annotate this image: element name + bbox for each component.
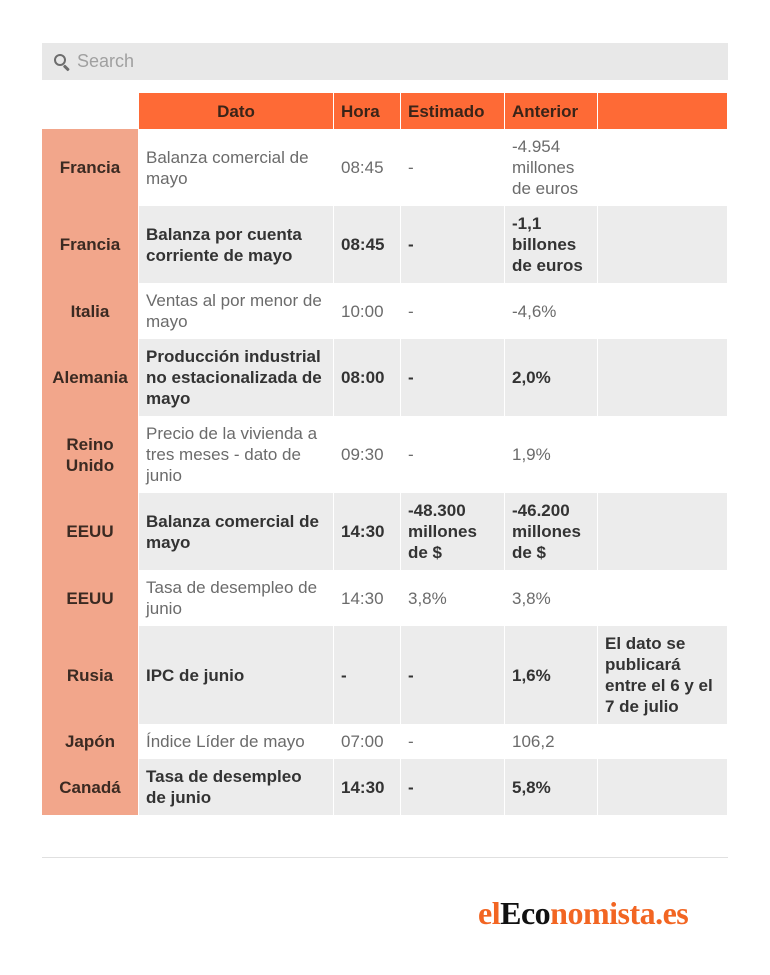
anterior-cell: -4,6% (504, 283, 597, 339)
hora-cell: 08:45 (333, 129, 400, 206)
table-row (42, 339, 727, 416)
country-cell: Canadá (42, 759, 138, 815)
hora-cell: 14:30 (333, 493, 400, 570)
anterior-cell: 1,9% (504, 416, 597, 493)
anterior-cell: 3,8% (504, 570, 597, 626)
table-row (42, 724, 727, 759)
hora-cell: 10:00 (333, 283, 400, 339)
estimado-cell: - (400, 129, 504, 206)
dato-cell: Balanza por cuenta corriente de mayo (138, 206, 333, 283)
hora-cell: 09:30 (333, 416, 400, 493)
dato-cell: Balanza comercial de mayo (138, 493, 333, 570)
estimado-cell: - (400, 339, 504, 416)
table-row (42, 626, 727, 724)
hora-cell: 14:30 (333, 759, 400, 815)
hora-cell: 07:00 (333, 724, 400, 759)
anterior-cell: 106,2 (504, 724, 597, 759)
dato-cell: Ventas al por menor de mayo (138, 283, 333, 339)
estimado-cell: - (400, 724, 504, 759)
table-header-row (42, 93, 727, 129)
header-dato: Dato (138, 93, 333, 129)
note-cell (597, 570, 727, 626)
estimado-cell: - (400, 416, 504, 493)
hora-cell: - (333, 626, 400, 724)
estimado-cell: - (400, 283, 504, 339)
table-row (42, 759, 727, 815)
note-cell (597, 759, 727, 815)
country-cell: EEUU (42, 570, 138, 626)
note-cell: El dato se publicará entre el 6 y el 7 de julio (597, 626, 727, 724)
note-cell (597, 129, 727, 206)
logo-part-eco: Eco (500, 895, 551, 931)
estimado-cell: - (400, 626, 504, 724)
economic-calendar-table (42, 93, 727, 815)
dato-cell: Producción industrial no estacionalizada de mayo (138, 339, 333, 416)
table-row (42, 206, 727, 283)
header-anterior: Anterior (504, 93, 597, 129)
header-country (42, 93, 138, 129)
country-cell: Japón (42, 724, 138, 759)
anterior-cell: 2,0% (504, 339, 597, 416)
table-row (42, 416, 727, 493)
table-row (42, 283, 727, 339)
dato-cell: Tasa de desempleo de junio (138, 570, 333, 626)
hora-cell: 14:30 (333, 570, 400, 626)
anterior-cell: 1,6% (504, 626, 597, 724)
search-bar[interactable] (42, 43, 728, 80)
header-estimado: Estimado (400, 93, 504, 129)
country-cell: Alemania (42, 339, 138, 416)
table-row (42, 570, 727, 626)
note-cell (597, 493, 727, 570)
estimado-cell: - (400, 759, 504, 815)
search-icon (42, 43, 76, 80)
estimado-cell: -48.300 millones de $ (400, 493, 504, 570)
note-cell (597, 416, 727, 493)
country-cell: Italia (42, 283, 138, 339)
hora-cell: 08:00 (333, 339, 400, 416)
estimado-cell: 3,8% (400, 570, 504, 626)
table-row (42, 129, 727, 206)
country-cell: Reino Unido (42, 416, 138, 493)
table-row (42, 493, 727, 570)
anterior-cell: -1,1 billones de euros (504, 206, 597, 283)
hora-cell: 08:45 (333, 206, 400, 283)
note-cell (597, 724, 727, 759)
dato-cell: Tasa de desempleo de junio (138, 759, 333, 815)
dato-cell: Precio de la vivienda a tres meses - dato de junio (138, 416, 333, 493)
logo-part-nomista: nomista.es (550, 895, 689, 931)
country-cell: EEUU (42, 493, 138, 570)
anterior-cell: -4.954 millones de euros (504, 129, 597, 206)
eleconomista-logo[interactable] (478, 893, 688, 933)
note-cell (597, 283, 727, 339)
logo-part-el: el (478, 895, 501, 931)
dato-cell: Balanza comercial de mayo (138, 129, 333, 206)
footer-divider (42, 857, 728, 858)
country-cell: Francia (42, 129, 138, 206)
header-hora: Hora (333, 93, 400, 129)
anterior-cell: -46.200 millones de $ (504, 493, 597, 570)
anterior-cell: 5,8% (504, 759, 597, 815)
note-cell (597, 206, 727, 283)
estimado-cell: - (400, 206, 504, 283)
note-cell (597, 339, 727, 416)
country-cell: Francia (42, 206, 138, 283)
dato-cell: Índice Líder de mayo (138, 724, 333, 759)
country-cell: Rusia (42, 626, 138, 724)
header-note (597, 93, 727, 129)
dato-cell: IPC de junio (138, 626, 333, 724)
search-input[interactable] (76, 43, 728, 80)
